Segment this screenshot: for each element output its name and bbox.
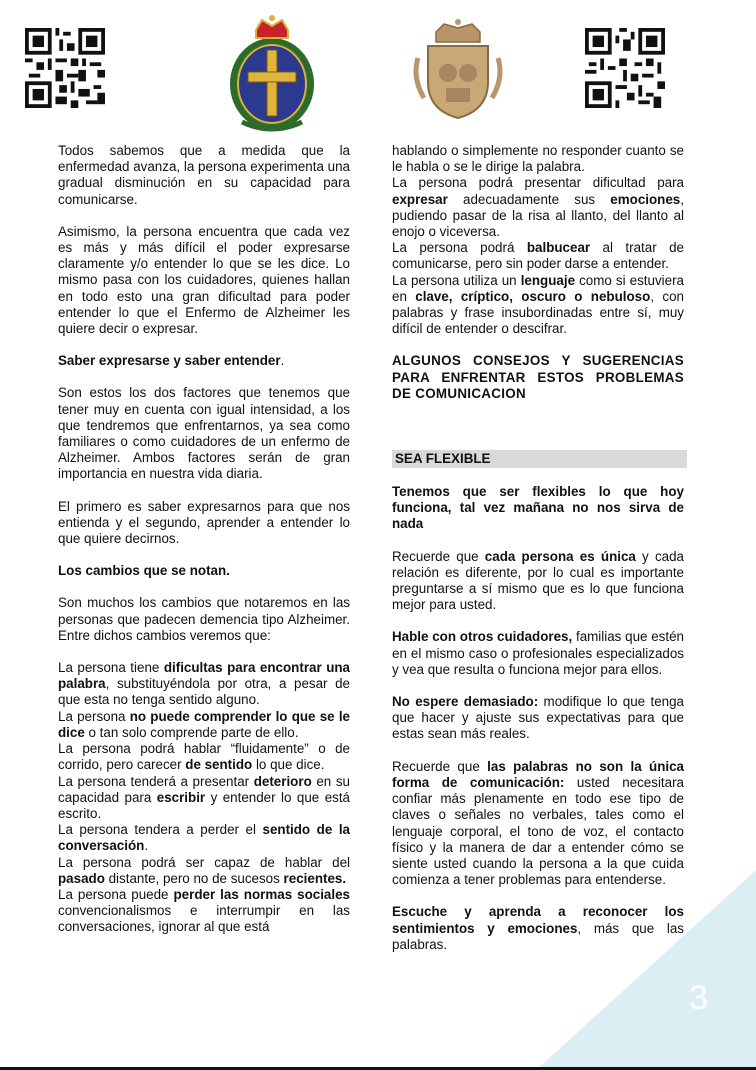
page-number: 3 — [689, 979, 708, 1017]
paragraph: Hable con otros cuidadores, familias que estén en el mismo caso o profesionales especializados y vea que resulta o funciona mejor para ellos. — [392, 629, 684, 677]
paragraph: Recuerde que las palabras no son la única forma de comunicación: usted necesitara confiar más plenamente en todo ese tipo de claves o señales no verbales, tales como el lenguaje corporal, el tono de voz, el contacto físico y la manera de dar a entender cómo se siente usted cuando la persona a la que cuida comienza a tener problemas para entenderse. — [392, 758, 685, 888]
corner-decoration — [536, 870, 756, 1070]
qr-code-icon — [25, 28, 105, 108]
qr-code-icon — [585, 28, 665, 108]
list-item: La persona tendera a perder el sentido de la conversación. — [58, 822, 350, 854]
list-item: La persona podrá hablar “fluidamente” o de corrido, pero carecer de sentido lo que dice. — [58, 741, 350, 773]
coat-of-arms-icon — [412, 18, 504, 122]
bold-statement: Tenemos que ser flexibles lo que hoy funciona, tal vez mañana no nos sirva de nada — [392, 484, 684, 532]
paragraph: Son estos los dos factores que tenemos que tener muy en cuenta con igual intensidad, a los que tendremos que enfrentarnos, ya sea como familiares o como cuidadores de un enfermo de Alzheimer. Ambos factores serán de gran importancia en nuestra vida diaria. — [58, 385, 350, 482]
list-item: La persona puede perder las normas sociales convencionalismos e interrumpir en las conversaciones, ignorar al que está — [58, 886, 350, 935]
paragraph: El primero es saber expresarnos para que nos entienda y el segundo, aprender a entender lo que quiere decirnos. — [58, 498, 350, 547]
list-item: La persona no puede comprender lo que se le dice o tan solo comprende parte de ello. — [58, 708, 350, 740]
list-item: La persona podrá ser capaz de hablar del pasado distante, pero no de sucesos recientes. — [58, 854, 350, 886]
subheading: Saber expresarse y saber entender. — [58, 353, 285, 369]
list-item-continued: hablando o simplemente no responder cuanto se le habla o se le dirige la palabra. — [392, 143, 684, 175]
section-title-bar: SEA FLEXIBLE — [392, 450, 687, 468]
list-item: La persona tiene dificultas para encontrar una palabra, substituyéndola por otra, a pesar de que esta no tenga sentido alguno. — [58, 660, 350, 708]
right-column — [392, 143, 684, 953]
list-item: La persona podrá balbucear al tratar de comunicarse, pero sin poder darse a entender. — [392, 240, 684, 272]
paragraph: Son muchos los cambios que notaremos en las personas que padecen demencia tipo Alzheimer. Entre dichos cambios veremos que: — [58, 595, 350, 643]
left-column — [58, 143, 350, 936]
cross-emblem-icon — [222, 12, 322, 136]
paragraph: Escuche y aprenda a reconocer los sentimientos y emociones, más que las palabras. — [392, 904, 684, 952]
paragraph: Todos sabemos que a medida que la enfermedad avanza, la persona experimenta una gradual disminución en su capacidad para comunicarse. — [58, 143, 350, 207]
list-item: La persona tenderá a presentar deterioro en su capacidad para escribir y entender lo que está escrito. — [58, 773, 351, 821]
subheading: Los cambios que se notan. — [58, 563, 230, 579]
paragraph: No espere demasiado: modifique lo que tenga que hacer y ajuste sus expectativas para que estas sean más reales. — [392, 694, 684, 742]
list-item: La persona utiliza un lenguaje como si estuviera en clave, críptico, oscuro o nebuloso, con palabras y frase insubordinadas entre sí, muy difícil de entender o descifrar. — [392, 272, 684, 337]
paragraph: Asimismo, la persona encuentra que cada vez es más y más difícil el poder expresarse claramente y/o entender lo que se les dice. Lo mismo pasa con los cuidadores, quienes hallan en todo esto una gran dificultad para poder entender lo que el Enfermo de Alzheimer les quiere decir o expresar. — [58, 223, 350, 337]
paragraph: Recuerde que cada persona es única y cada relación es diferente, por lo cual es importante preguntarse a sí mismo que es lo que funciona mejor para usted. — [392, 548, 684, 613]
list-item: La persona podrá presentar dificultad para expresar adecuadamente sus emociones, pudiendo pasar de la risa al llanto, del llanto al enojo o viceversa. — [392, 175, 684, 240]
section-heading: ALGUNOS CONSEJOS Y SUGERENCIAS PARA ENFRENTAR ESTOS PROBLEMAS DE COMUNICACION — [392, 353, 684, 401]
